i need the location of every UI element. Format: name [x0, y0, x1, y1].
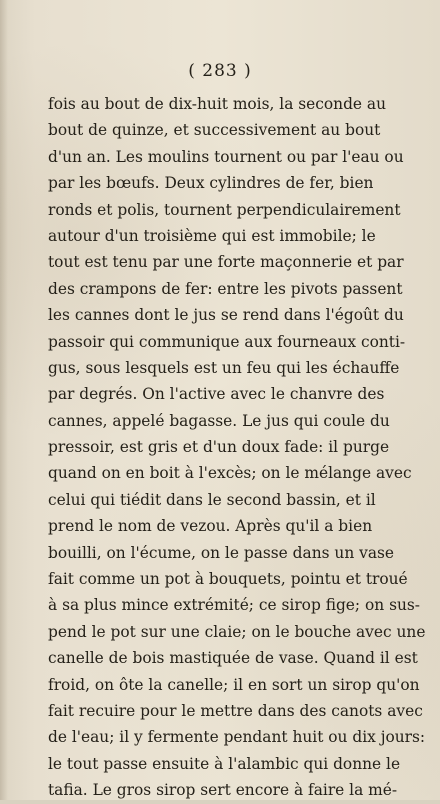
- text-line-17: prend le nom de vezou. Après qu'il a bien: [48, 517, 373, 536]
- text-line-26: le tout passe ensuite à l'alambic qui donne le: [48, 754, 401, 773]
- text-line-7: tout est tenu par une forte maçonnerie et par: [48, 253, 404, 272]
- text-line-11: gus, sous lesquels est un feu qui les échauffe: [48, 358, 400, 377]
- text-line-3: d'un an. Les moulins tournent ou par l'eau ou: [48, 147, 404, 166]
- text-line-16: celui qui tiédit dans le second bassin, et il: [48, 490, 376, 509]
- text-line-1: fois au bout de dix-huit mois, la seconde au: [48, 95, 387, 113]
- text-line-12: par degrés. On l'active avec le chanvre des: [48, 385, 385, 404]
- text-line-23: froid, on ôte la canelle; il en sort un sirop qu'on: [48, 675, 420, 694]
- text-line-18: bouilli, on l'écume, on le passe dans un vase: [48, 543, 394, 562]
- text-line-27: tafia. Le gros sirop sert encore à faire la mé-: [48, 781, 398, 800]
- text-line-9: les cannes dont le jus se rend dans l'égoût du: [48, 306, 404, 325]
- text-line-5: ronds et polis, tournent perpendiculairement: [48, 200, 401, 219]
- text-line-8: des crampons de fer: entre les pivots passent: [48, 279, 403, 298]
- text-line-2: bout de quinze, et successivement au bout: [48, 121, 381, 140]
- text-line-13: cannes, appelé bagasse. Le jus qui coule du: [48, 411, 390, 430]
- text-line-19: fait comme un pot à bouquets, pointu et troué: [48, 570, 408, 589]
- body-text: [48, 91, 426, 804]
- text-line-15: quand on en boit à l'excès; on le mélange avec: [48, 464, 412, 483]
- text-line-25: de l'eau; il y fermente pendant huit ou dix jours:: [48, 728, 426, 747]
- text-line-20: à sa plus mince extrémité; ce sirop fige; on sus-: [48, 596, 420, 615]
- text-line-4: par les bœufs. Deux cylindres de fer, bien: [48, 174, 374, 193]
- text-line-22: canelle de bois mastiquée de vase. Quand il est: [48, 649, 418, 668]
- page-number: ( 283 ): [188, 61, 252, 81]
- text-line-24: fait recuire pour le mettre dans des canots avec: [48, 701, 423, 720]
- text-line-21: pend le pot sur une claie; on le bouche avec une: [48, 622, 426, 641]
- text-line-14: pressoir, est gris et d'un doux fade: il purge: [48, 438, 390, 457]
- text-line-6: autour d'un troisième qui est immobile; le: [48, 226, 376, 245]
- text-line-10: passoir qui communique aux fourneaux conti-: [48, 332, 406, 351]
